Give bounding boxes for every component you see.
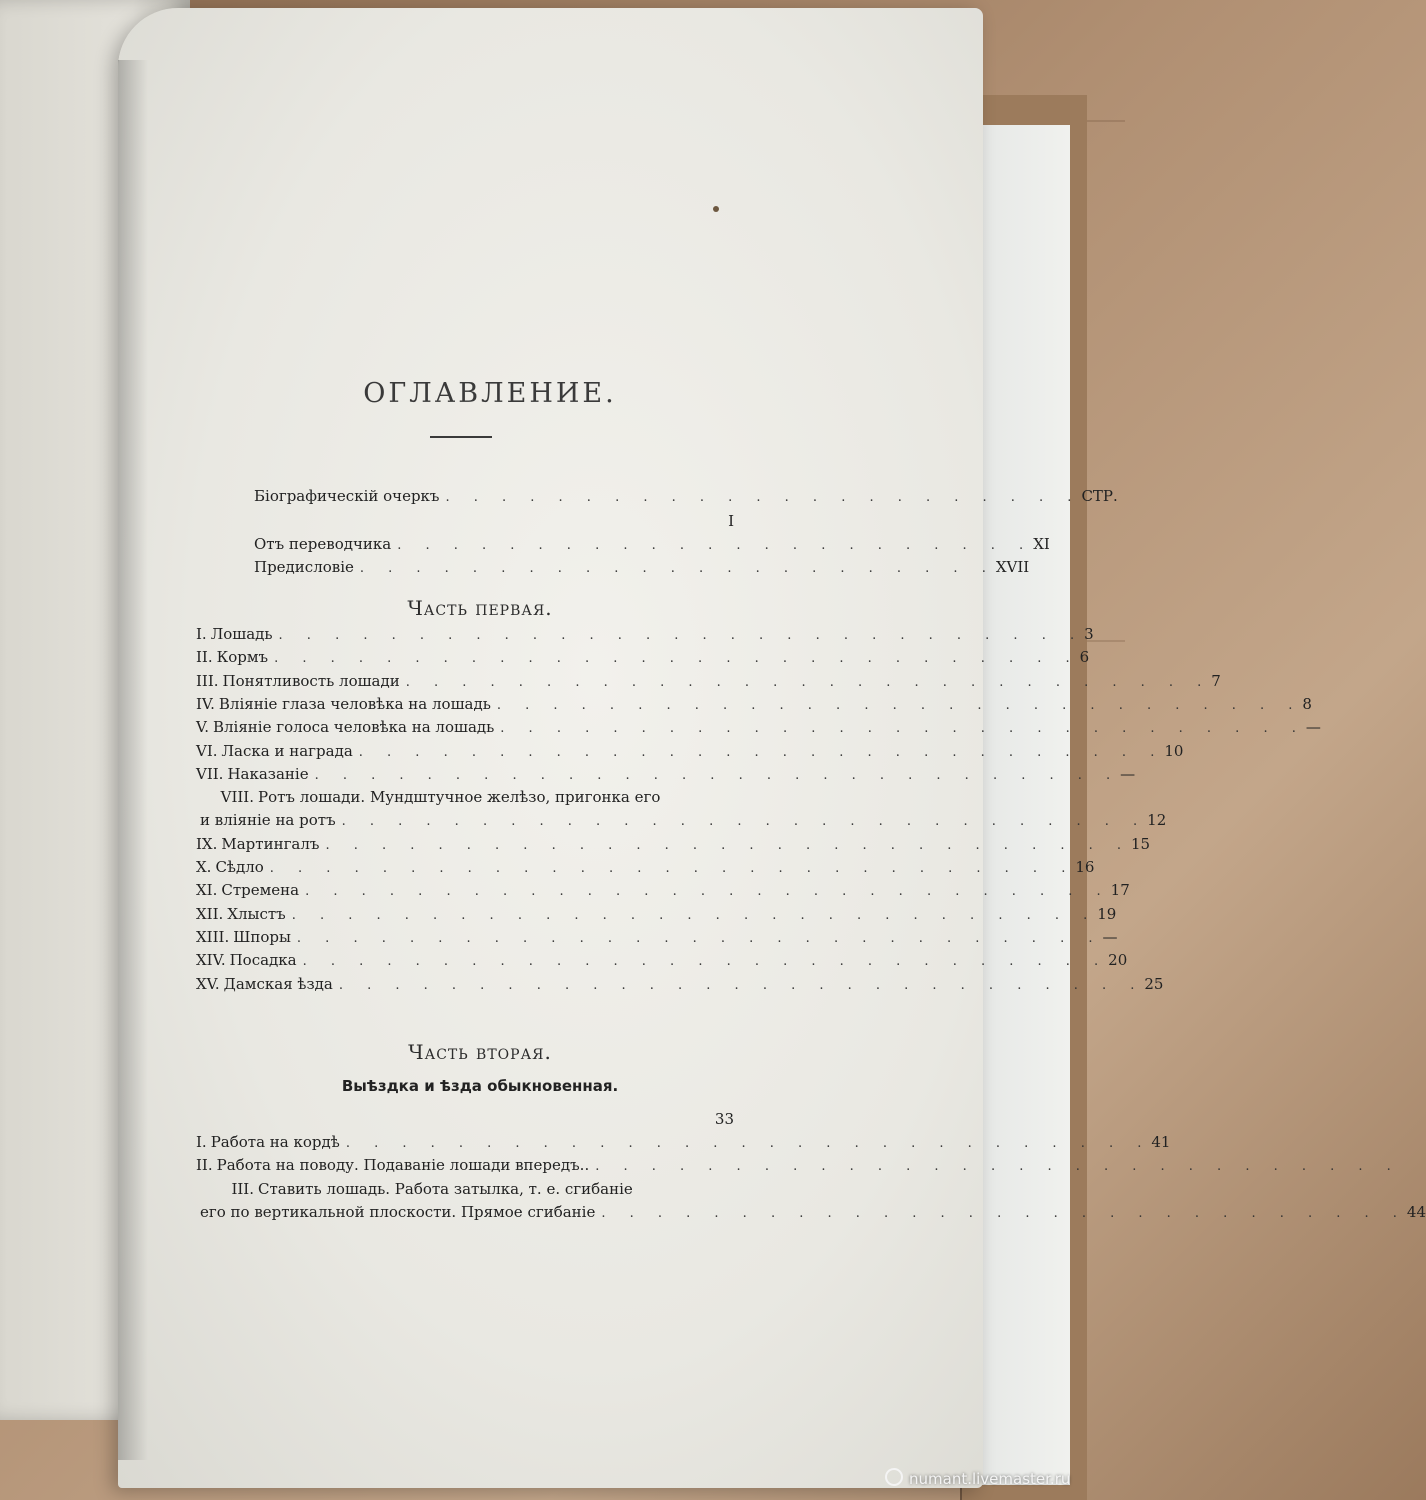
leader-dots: . . . . . . . . . . . . . . . . . . . . . . . . . . . . . — [274, 651, 1080, 667]
toc-label: Вліяніе голоса человѣка на лошадь — [212, 718, 495, 737]
leader-dots: . . . . . . . . . . . . . . . . . . . . . . . . . . . . . — [500, 721, 1306, 737]
leader-dots: . . . . . . . . . . . . . . . . . . . . . . . . . . . . . — [305, 884, 1111, 900]
toc-row — [196, 858, 1095, 880]
toc-label: Мартингалъ — [221, 834, 320, 853]
chapter-number: VI. — [196, 741, 218, 760]
toc-label: Біографическій очеркъ — [254, 487, 440, 505]
leader-dots: . . . . . . . . . . . . . . . . . . . . . . . . . . . . . — [496, 697, 1303, 713]
watermark-text: numant.livemaster.ru — [909, 1470, 1071, 1488]
leader-dots: . . . . . . . . . . . . . . . . . . . . . . . . . . . . . — [314, 767, 1121, 783]
toc-row — [196, 951, 1128, 973]
toc-label: Сѣдло — [215, 858, 264, 876]
toc-page-number: 10 — [1164, 741, 1184, 760]
toc-label: Отъ переводчика — [254, 535, 392, 553]
toc-row — [254, 558, 1030, 580]
chapter-number: VIII. — [220, 788, 254, 807]
leader-dots: . . . . . . . . . . . . . . . . . . . . . . . . . . . . . — [296, 930, 1103, 946]
toc-page-number: XI — [1033, 535, 1050, 553]
part-two-heading: Часть вторая. — [408, 1040, 552, 1064]
toc-page-number: I — [728, 512, 734, 530]
toc-label: Ротъ лошади. Мундштучное желѣзо, пригонка его — [258, 788, 661, 807]
toc-label: Шпоры — [233, 927, 291, 946]
toc-label: Работа на поводу. Подаваніе лошади впередъ.. — [216, 1156, 590, 1175]
chapter-number: III. — [231, 1179, 254, 1198]
page-title: ОГЛАВЛЕНИЕ. — [363, 378, 617, 409]
cover-inner-page — [975, 125, 1070, 1485]
chapter-number: XIII. — [196, 927, 230, 946]
toc-row — [196, 1156, 1401, 1178]
leader-dots: . . . . . . . . . . . . . . . . . . . . . . . — [359, 561, 996, 576]
chapter-number: VII. — [196, 764, 224, 783]
toc-row — [254, 1110, 734, 1132]
chapter-number: XV. — [196, 974, 220, 993]
toc-page-number: 3 — [1084, 625, 1094, 643]
toc-page-number: — — [1102, 927, 1118, 946]
leader-dots: . . . . . . . . . . . . . . . . . . . . . . . . . . . . . — [601, 1205, 1407, 1221]
leader-dots: . . . . . . . . . . . . . . . . . . . . . . . . . . . . . — [338, 977, 1145, 993]
toc-page-number: 44 — [1406, 1202, 1426, 1221]
page-gutter-shadow — [118, 60, 148, 1460]
chapter-number: I. — [196, 1133, 207, 1151]
toc-page-number: 33 — [714, 1110, 734, 1128]
chapter-number: XII. — [196, 904, 224, 923]
toc-page-number: 12 — [1147, 811, 1167, 830]
toc-page-number: 8 — [1302, 694, 1312, 713]
chapter-number: IX. — [196, 834, 218, 853]
part-two-subheading: Выѣздка и ѣзда обыкновенная. — [341, 1077, 619, 1095]
leader-dots: . . . . . . . . . . . . . . . . . . . . . . . — [397, 538, 1034, 553]
chapter-number: III. — [196, 671, 219, 690]
leader-dots: . . . . . . . . . . . . . . . . . . . . . . . . . . . . . — [291, 907, 1098, 923]
toc-page-number: 20 — [1108, 951, 1128, 970]
watermark-icon — [885, 1468, 903, 1486]
toc-row — [196, 718, 1321, 740]
toc-row — [196, 694, 1312, 717]
leader-dots: . . . . . . . . . . . . . . . . . . . . . . . . . . . . . — [405, 674, 1212, 690]
toc-page-number: 6 — [1079, 648, 1090, 667]
toc-row — [196, 671, 1221, 694]
leader-dots: . . . . . . . . . . . . . . . . . . . . . . . . . . . . . — [341, 814, 1148, 830]
chapter-number: XI. — [196, 881, 218, 900]
toc-label: Предисловіе — [254, 558, 354, 576]
chapter-number: IV. — [196, 694, 215, 713]
toc-row — [196, 764, 1136, 787]
chapter-number: XIV. — [196, 951, 226, 970]
toc-row — [196, 927, 1118, 950]
toc-page-number: 41 — [1151, 1133, 1171, 1151]
leader-dots: . . . . . . . . . . . . . . . . . . . . . . . . . . . . . — [278, 628, 1085, 643]
toc-label: Хлыстъ — [227, 904, 286, 923]
col-header: СТР. — [1081, 487, 1118, 505]
toc-row — [196, 881, 1130, 903]
toc-row — [196, 811, 1167, 833]
toc-page-number: — — [1305, 718, 1321, 737]
toc-page-number: — — [1120, 764, 1136, 783]
toc-label: Понятливость лошади — [222, 671, 400, 690]
paper-spot — [713, 206, 719, 212]
toc-page-number: 25 — [1144, 974, 1164, 993]
toc-row — [196, 974, 1164, 997]
toc-row — [196, 788, 736, 810]
toc-row — [196, 648, 1090, 670]
chapter-number: V. — [196, 718, 209, 737]
toc-label-continued: и вліяніе на ротъ — [200, 811, 336, 830]
leader-dots: . . . . . . . . . . . . . . . . . . . . . . . . . . . . . — [302, 954, 1109, 970]
watermark — [885, 1468, 1070, 1488]
toc-page-number: 15 — [1131, 834, 1151, 853]
leader-dots: . . . . . . . . . . . . . . . . . . . . . . . . . . . . . — [325, 837, 1131, 853]
toc-label: Ставить лошадь. Работа затылка, т. е. сгибаніе — [258, 1179, 633, 1198]
toc-row — [196, 1180, 736, 1202]
toc-page-number: 17 — [1110, 881, 1130, 900]
chapter-number: I. — [196, 625, 207, 643]
toc-label: Посадка — [229, 951, 297, 970]
leader-dots: . . . . . . . . . . . . . . . . . . . . . . . . . . . . . — [345, 1136, 1152, 1151]
toc-row — [254, 512, 734, 534]
toc-row — [254, 535, 1050, 557]
toc-label: Дамская ѣзда — [223, 974, 333, 993]
leader-dots: . . . . . . . . . . . . . . . . . . . . . . . — [445, 490, 1082, 505]
toc-page-number: 7 — [1211, 671, 1221, 690]
toc-label: Ласка и награда — [221, 741, 353, 760]
toc-row — [196, 1133, 1171, 1155]
part-one-heading: Часть первая. — [407, 596, 553, 620]
chapter-number: X. — [196, 858, 212, 876]
toc-page-number: XVII — [995, 558, 1030, 576]
chapter-number: II. — [196, 648, 213, 667]
toc-label-continued: его по вертикальной плоскости. Прямое сгибаніе — [200, 1202, 596, 1221]
toc-label: Стремена — [221, 881, 300, 900]
toc-page-number: 16 — [1075, 858, 1095, 876]
chapter-number: II. — [196, 1156, 213, 1175]
toc-row — [196, 1202, 1426, 1225]
leader-dots: . . . . . . . . . . . . . . . . . . . . . . . . . . . . . — [595, 1159, 1401, 1175]
toc-row — [254, 487, 1118, 509]
title-rule — [430, 436, 492, 438]
toc-label: Работа на кордѣ — [210, 1133, 340, 1151]
toc-row — [196, 834, 1151, 857]
toc-label: Кормъ — [216, 648, 269, 667]
toc-label: Лошадь — [210, 625, 273, 643]
toc-page-number: 19 — [1097, 904, 1117, 923]
toc-row — [196, 904, 1117, 927]
leader-dots: . . . . . . . . . . . . . . . . . . . . . . . . . . . . . — [269, 861, 1076, 876]
toc-row — [196, 741, 1184, 764]
leader-dots: . . . . . . . . . . . . . . . . . . . . . . . . . . . . . — [358, 744, 1165, 760]
toc-row — [196, 625, 1094, 647]
toc-label: Вліяніе глаза человѣка на лошадь — [218, 694, 491, 713]
toc-label: Наказаніе — [227, 764, 309, 783]
